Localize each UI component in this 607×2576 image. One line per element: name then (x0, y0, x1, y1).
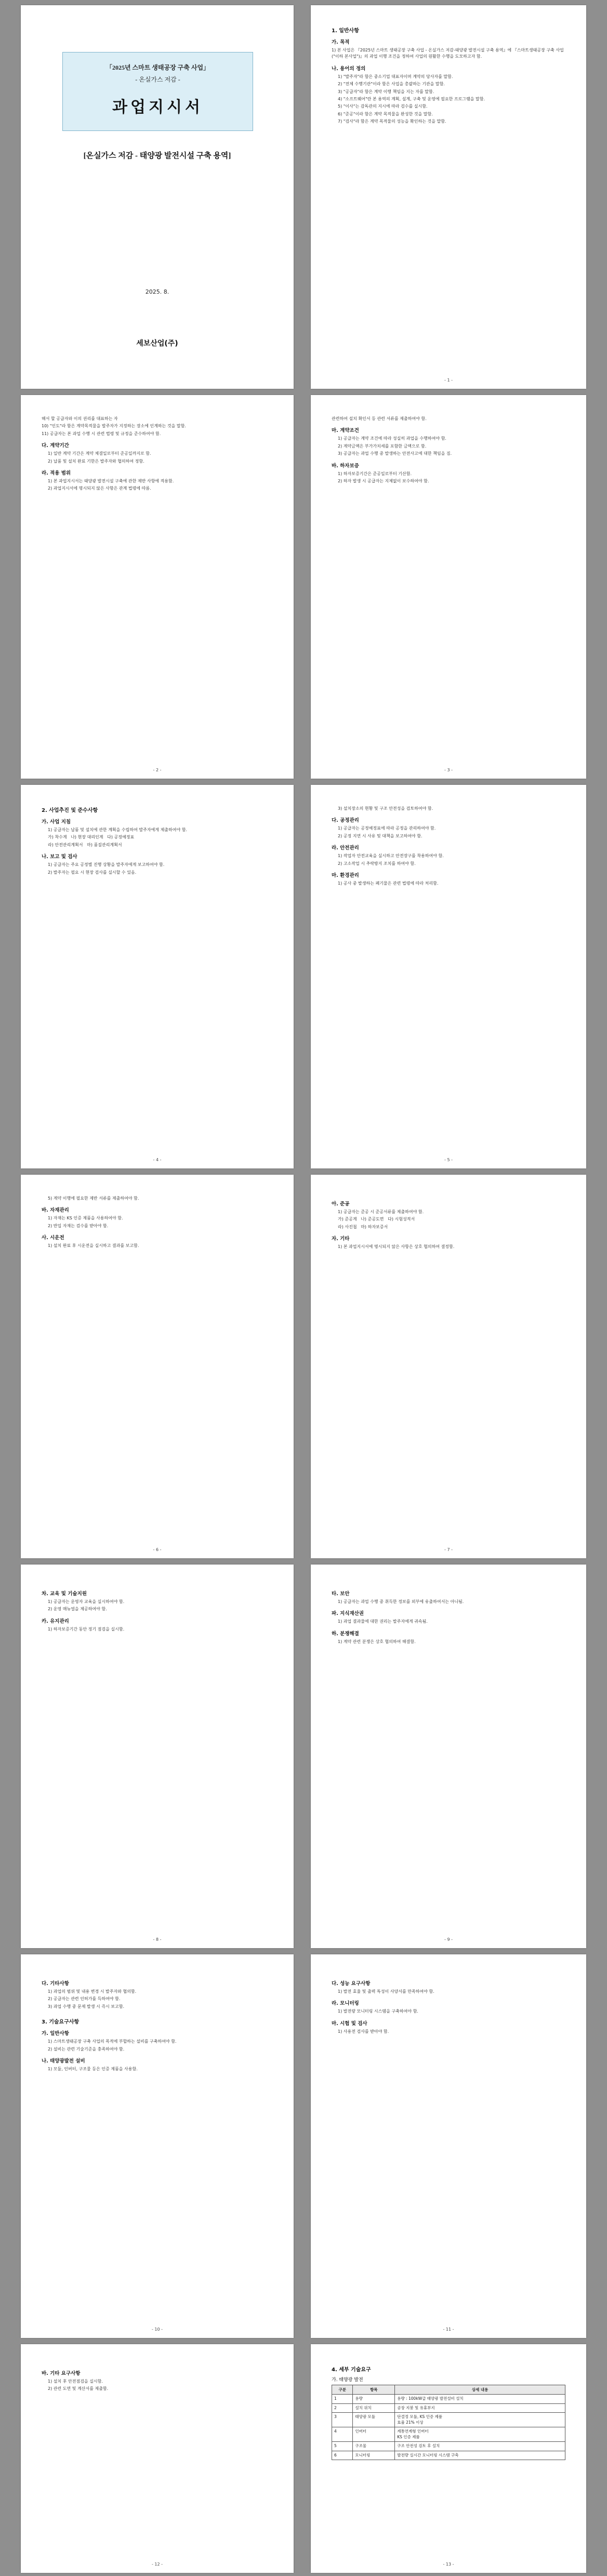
paragraph: 가) 착수계 나) 현장 대리인계 다) 공정예정표 (48, 835, 135, 840)
paragraph: 1) 발전량 모니터링 시스템을 구축하여야 함. (338, 2009, 418, 2014)
subsection-heading: 라. 적용 범위 (42, 470, 71, 476)
section-heading: 2. 사업추진 및 준수사항 (42, 808, 98, 813)
subsection-heading: 가. 일반사항 (42, 2031, 69, 2037)
paragraph: 관련하여 설치 확인서 등 관련 서류를 제출하여야 함. (332, 416, 427, 421)
paragraph: 1) 자재는 KS 인증 제품을 사용하여야 함. (48, 1216, 123, 1221)
spec-table (332, 2385, 565, 2460)
subsection-heading: 사. 시운전 (42, 1235, 64, 1241)
section-heading: 4. 세부 기술요구 (332, 2367, 371, 2373)
subsection-heading: 바. 기타 요구사항 (42, 2371, 81, 2376)
paragraph: 1) 모듈, 인버터, 구조물 등은 인증 제품을 사용함. (48, 2066, 138, 2071)
table-cell: 1 (332, 2395, 353, 2404)
subsection-heading: 자. 기타 (332, 1236, 350, 1242)
table-cell: 5 (332, 2442, 353, 2451)
paragraph: 1) 공급자는 납품 및 설치에 관한 계획을 수립하여 발주자에게 제출하여야 함. (48, 827, 188, 832)
paragraph: 1) 설치 후 안전점검을 실시함. (48, 2379, 103, 2384)
subsection-heading: 하. 분쟁해결 (332, 1631, 359, 1637)
page-number: - 2 - (153, 768, 162, 772)
subsection-heading: 가. 목적 (332, 40, 350, 45)
table-cell: 발전량 실시간 모니터링 시스템 구축 (395, 2451, 565, 2460)
paragraph: 2) "전체 수행기관"이라 함은 사업을 총괄하는 기관을 말함. (338, 82, 445, 87)
paragraph: 3) 공급자는 과업 수행 중 발생하는 안전사고에 대한 책임을 짐. (338, 451, 452, 456)
subsection-heading: 가. 태양광 발전 (332, 2377, 363, 2383)
subsection-heading: 아. 준공 (332, 1201, 350, 1207)
paragraph: 2) 운영 매뉴얼을 제공하여야 함. (48, 1607, 107, 1612)
subsection-heading: 나. 태양광발전 설비 (42, 2058, 85, 2064)
table-cell: 구조물 (353, 2442, 395, 2451)
section-heading: 1. 일반사항 (332, 28, 359, 34)
cover-page (21, 5, 294, 389)
table-cell: 구조 안전성 검토 후 설치 (395, 2442, 565, 2451)
paragraph: 1) 사용전 검사를 받아야 함. (338, 2029, 389, 2034)
paragraph: 1) 공급자는 주요 공정별 진행 상황을 발주자에게 보고하여야 함. (48, 862, 165, 868)
paragraph: 1) 공급자는 운영자 교육을 실시하여야 함. (48, 1599, 125, 1604)
document-page-6 (21, 1175, 294, 1558)
paragraph: 1) 공사 중 발생하는 폐기물은 관련 법령에 따라 처리함. (338, 880, 439, 886)
subsection-heading: 마. 환경관리 (332, 872, 359, 878)
subsection-heading: 바. 자재관리 (42, 1207, 69, 1214)
page-number: - 10 - (151, 2327, 163, 2332)
page-number: - 7 - (444, 1547, 453, 1552)
paragraph: 2) 납품 및 설치 완료 기한은 발주자와 협의하여 정함. (48, 458, 144, 464)
paragraph: 1) 공급자는 계약 조건에 따라 성실히 과업을 수행하여야 함. (338, 436, 446, 441)
paragraph: 1) "발주자"라 함은 중소기업 대표자이며 계약의 당사자를 말함. (338, 74, 453, 79)
page-number: - 12 - (151, 2562, 163, 2567)
section-heading: 3. 기술요구사항 (42, 2019, 80, 2026)
column-header: 항목 (353, 2385, 395, 2395)
paragraph: 1) 일반 계약 기간은 계약 체결일로부터 준공일까지로 함. (48, 451, 151, 456)
subsection-heading: 나. 보고 및 검사 (42, 854, 77, 860)
paragraph: 2) 고소작업 시 추락방지 조치를 하여야 함. (338, 861, 416, 866)
paragraph: 5) 계약 이행에 필요한 제반 서류를 제출하여야 함. (48, 1196, 139, 1201)
page-number: - 3 - (444, 768, 453, 772)
document-page-9 (311, 1565, 586, 1948)
table-cell: 2 (332, 2403, 353, 2413)
table-cell: 4 (332, 2427, 353, 2442)
subsection-heading: 차. 교육 및 기술지원 (42, 1591, 87, 1597)
paragraph: 해서 할 공급자와 이의 권리를 대표하는 자 (42, 416, 118, 421)
cover-title-box (62, 52, 253, 131)
table-row (332, 2395, 565, 2404)
paragraph: 4) "소프트웨어"란 본 용역의 계획, 설계, 구축 및 운영에 필요한 프로그램을 말함. (338, 96, 485, 101)
paragraph: 2) 관련 도면 및 계산서를 제출함. (48, 2386, 109, 2391)
page-number: - 8 - (153, 1937, 162, 1942)
paragraph: 1) 공급자는 준공 시 준공서류를 제출하여야 함. (338, 1210, 424, 1214)
cover-project-name: [온실가스 저감 - 태양광 발전시설 구축 용역] (83, 152, 231, 160)
page-number: - 6 - (153, 1547, 162, 1552)
paragraph: 3) 설치장소의 현황 및 구조 안전성을 검토하여야 함. (338, 806, 433, 811)
column-header: 구분 (332, 2385, 353, 2395)
paragraph: 1) 작업자 안전교육을 실시하고 안전장구를 착용하여야 함. (338, 853, 444, 859)
cover-program-name: 「2025년 스마트 생태공장 구축 사업」 (105, 64, 210, 71)
table-cell: 용량 : 100kW급 태양광 발전설비 설치 (395, 2395, 565, 2404)
cover-subprogram: - 온실가스 저감 - (135, 76, 180, 83)
subsection-heading: 라. 안전관리 (332, 845, 359, 851)
subsection-heading: 바. 하자보증 (332, 463, 359, 469)
table-cell: 단결정 모듈, KS 인증 제품 효율 21% 이상 (395, 2413, 565, 2427)
table-cell: 모니터링 (353, 2451, 395, 2460)
paragraph: 1) 스마트생태공장 구축 사업의 목적에 부합하는 설비를 구축하여야 함. (48, 2039, 177, 2044)
paragraph: 1) 설치 완료 후 시운전을 실시하고 결과를 보고함. (48, 1243, 139, 1248)
document-page-10 (21, 1954, 294, 2338)
table-cell: 용량 (353, 2395, 395, 2404)
subsection-heading: 마. 계약조건 (332, 428, 359, 434)
table-cell: 태양광 모듈 (353, 2413, 395, 2427)
paragraph: 1) 과업 결과물에 대한 권리는 발주자에게 귀속됨. (338, 1619, 428, 1624)
subsection-heading: 나. 용어의 정의 (332, 65, 366, 72)
subsection-heading: 다. 기타사항 (42, 1981, 69, 1987)
page-number: - 5 - (444, 1158, 453, 1162)
subsection-heading: 다. 계약기간 (42, 443, 69, 449)
paragraph: 10) "인도"라 함은 계약목적물을 발주자가 지정하는 장소에 인계하는 것을 말함. (42, 424, 186, 429)
paragraph: 2) 과업지시서에 명시되지 않은 사항은 관계 법령에 따름. (48, 486, 151, 491)
paragraph: 1) 하자보증기간 동안 정기 점검을 실시함. (48, 1626, 125, 1632)
page-number: - 1 - (444, 378, 453, 383)
paragraph: 2) 발주자는 필요 시 현장 검사를 실시할 수 있음. (48, 870, 137, 875)
paragraph: 2) 공정 지연 시 사유 및 대책을 보고하여야 함. (338, 833, 423, 838)
paragraph: 1) 본 사업은 『2025년 스마트 생태공장 구축 사업 - 온실가스 저감-태양광 발전시설 구축 용역』에 『스마트생태공장 구축 사업("이하 본사업")』의 과업 이행 조건을 정하여 사업의 원활한 수행을 도모하고자 함. (332, 48, 564, 59)
table-cell: 6 (332, 2451, 353, 2460)
document-page-13 (311, 2344, 586, 2573)
document-page-7 (311, 1175, 586, 1558)
paragraph: 1) 계약 관련 분쟁은 상호 협의하여 해결함. (338, 1639, 416, 1644)
table-cell: 3 (332, 2413, 353, 2427)
document-page-12 (21, 2344, 294, 2573)
table-cell: 계통연계형 인버터 KS 인증 제품 (395, 2427, 565, 2442)
document-page-1 (311, 5, 586, 389)
paragraph: 2) 공급자는 관련 인허가를 득하여야 함. (48, 1996, 121, 2002)
table-row (332, 2451, 565, 2460)
subsection-heading: 마. 시험 및 검사 (332, 2020, 367, 2027)
paragraph: 2) 설비는 관련 기술기준을 충족하여야 함. (48, 2046, 125, 2052)
cover-date: 2025. 8. (145, 288, 169, 295)
table-header-row (332, 2385, 565, 2395)
table-row (332, 2427, 565, 2442)
page-number: - 4 - (153, 1158, 162, 1162)
paragraph: 3) 과업 수행 중 문제 발생 시 즉시 보고함. (48, 2004, 125, 2009)
paragraph: 1) 공급자는 과업 수행 중 취득한 정보를 외부에 유출하여서는 아니됨. (338, 1599, 464, 1604)
paragraph: 가) 준공계 나) 준공도면 다) 시험성적서 (338, 1217, 415, 1222)
paragraph: 2) 반입 자재는 검수를 받아야 함. (48, 1223, 109, 1228)
document-page-11 (311, 1954, 586, 2338)
cover-organization: 세보산업(주) (136, 339, 178, 348)
page-number: - 11 - (443, 2327, 454, 2332)
table-cell: 설치 위치 (353, 2403, 395, 2413)
paragraph: 1) 하자보증기간은 준공일로부터 기산함. (338, 471, 412, 476)
subsection-heading: 라. 모니터링 (332, 2001, 359, 2007)
subsection-heading: 파. 지식재산권 (332, 1611, 364, 1617)
paragraph: 2) 계약금액은 부가가치세를 포함한 금액으로 함. (338, 443, 427, 449)
paragraph: 라) 안전관리계획서 마) 품질관리계획서 (48, 842, 122, 847)
paragraph: 1) 본 과업지시서에 명시되지 않은 사항은 상호 협의하여 결정함. (338, 1244, 455, 1250)
subsection-heading: 가. 사업 지침 (42, 819, 71, 825)
subsection-heading: 다. 공정관리 (332, 818, 359, 824)
paragraph: 라) 사진첩 마) 하자보증서 (338, 1224, 388, 1229)
document-page-3 (311, 395, 586, 779)
subsection-heading: 타. 보안 (332, 1591, 350, 1597)
table-cell: 공장 지붕 및 유휴부지 (395, 2403, 565, 2413)
subsection-heading: 카. 유지관리 (42, 1618, 69, 1624)
page-number: - 9 - (444, 1937, 453, 1942)
paragraph: 1) 본 과업지시서는 태양광 발전시설 구축에 관한 제반 사항에 적용함. (48, 478, 174, 483)
paragraph: 2) 하자 발생 시 공급자는 지체없이 보수하여야 함. (338, 478, 429, 483)
table-cell: 인버터 (353, 2427, 395, 2442)
table-row (332, 2403, 565, 2413)
subsection-heading: 다. 성능 요구사항 (332, 1981, 371, 1987)
table-row (332, 2413, 565, 2427)
paragraph: 1) 공급자는 공정예정표에 따라 공정을 관리하여야 함. (338, 826, 436, 831)
table-row (332, 2442, 565, 2451)
paragraph: 1) 발전 효율 및 출력 특성이 사양서를 만족하여야 함. (338, 1989, 434, 1994)
document-page-2 (21, 395, 294, 779)
paragraph: 3) "공급자"라 함은 계약 이행 책임을 지는 자를 말함. (338, 89, 434, 94)
page-number: - 13 - (443, 2562, 454, 2567)
document-page-4 (21, 785, 294, 1168)
paragraph: 5) "이사"는 감독관의 지시에 따라 검수를 실시함. (338, 104, 428, 109)
paragraph: 6) "준공"이라 함은 계약 목적물을 완성한 것을 말함. (338, 111, 433, 116)
column-header: 상세 내용 (395, 2385, 565, 2395)
paragraph: 11) 공급자는 본 과업 수행 시 관련 법령 및 규정을 준수하여야 함. (42, 431, 161, 436)
document-page-8 (21, 1565, 294, 1948)
cover-document-title: 과업지시서 (112, 99, 203, 116)
paragraph: 1) 과업의 범위 및 내용 변경 시 발주자와 협의함. (48, 1989, 137, 1994)
document-page-5 (311, 785, 586, 1168)
paragraph: 7) "검사"라 함은 계약 목적물의 성능을 확인하는 것을 말함. (338, 119, 446, 124)
